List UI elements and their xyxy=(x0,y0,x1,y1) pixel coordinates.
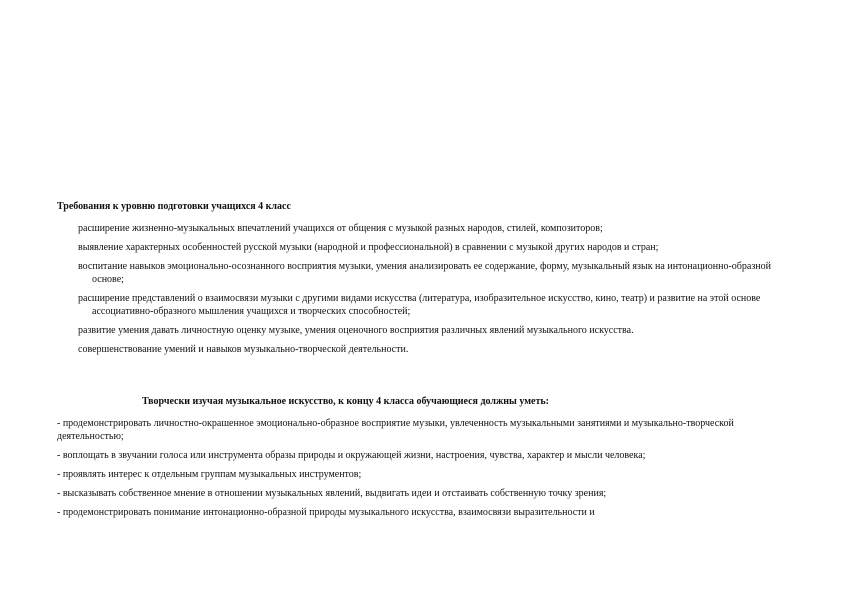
list-item: - проявлять интерес к отдельным группам музыкальных инструментов; xyxy=(57,469,362,480)
list-item: - воплощать в звучании голоса или инструмента образы природы и окружающей жизни, настроения, чувства, характер и мысли человека; xyxy=(57,450,646,461)
list-item: - продемонстрировать личностно-окрашенное эмоционально-образное восприятие музыки, увлеченность музыкальными занятиями и музыкально-творческой деятельностью; xyxy=(57,418,734,442)
list-item: - высказывать собственное мнение в отношении музыкальных явлений, выдвигать идеи и отстаивать собственную точку зрения; xyxy=(57,488,607,499)
skills-heading: Творчески изучая музыкальное искусство, к концу 4 класса обучающиеся должны уметь: xyxy=(142,396,549,407)
list-item: развитие умения давать личностную оценку музыке, умения оценочного восприятия различных явлений музыкального искусства. xyxy=(78,325,634,336)
list-item: - продемонстрировать понимание интонационно-образной природы музыкального искусства, взаимосвязи выразительности и xyxy=(57,507,595,518)
skills-list xyxy=(57,417,787,525)
list-item: воспитание навыков эмоционально-осознанного восприятия музыки, умения анализировать ее содержание, форму, музыкальный язык на интонационно-образной основе; xyxy=(78,261,771,285)
list-item: расширение жизненно-музыкальных впечатлений учащихся от общения с музыкой разных народов, стилей, композиторов; xyxy=(78,223,603,234)
list-item: выявление характерных особенностей русской музыки (народной и профессиональной) в сравнении с музыкой других народов и стран; xyxy=(78,242,659,253)
list-item: совершенствование умений и навыков музыкально-творческой деятельности. xyxy=(78,344,409,355)
requirements-list xyxy=(78,222,788,362)
section-heading: Требования к уровню подготовки учащихся 4 класс xyxy=(57,201,291,212)
list-item: расширение представлений о взаимосвязи музыки с другими видами искусства (литература, изобразительное искусство, кино, театр) и развитие на этой основе ассоциативно-образного мышления учащихся и творческих способностей; xyxy=(78,293,761,317)
